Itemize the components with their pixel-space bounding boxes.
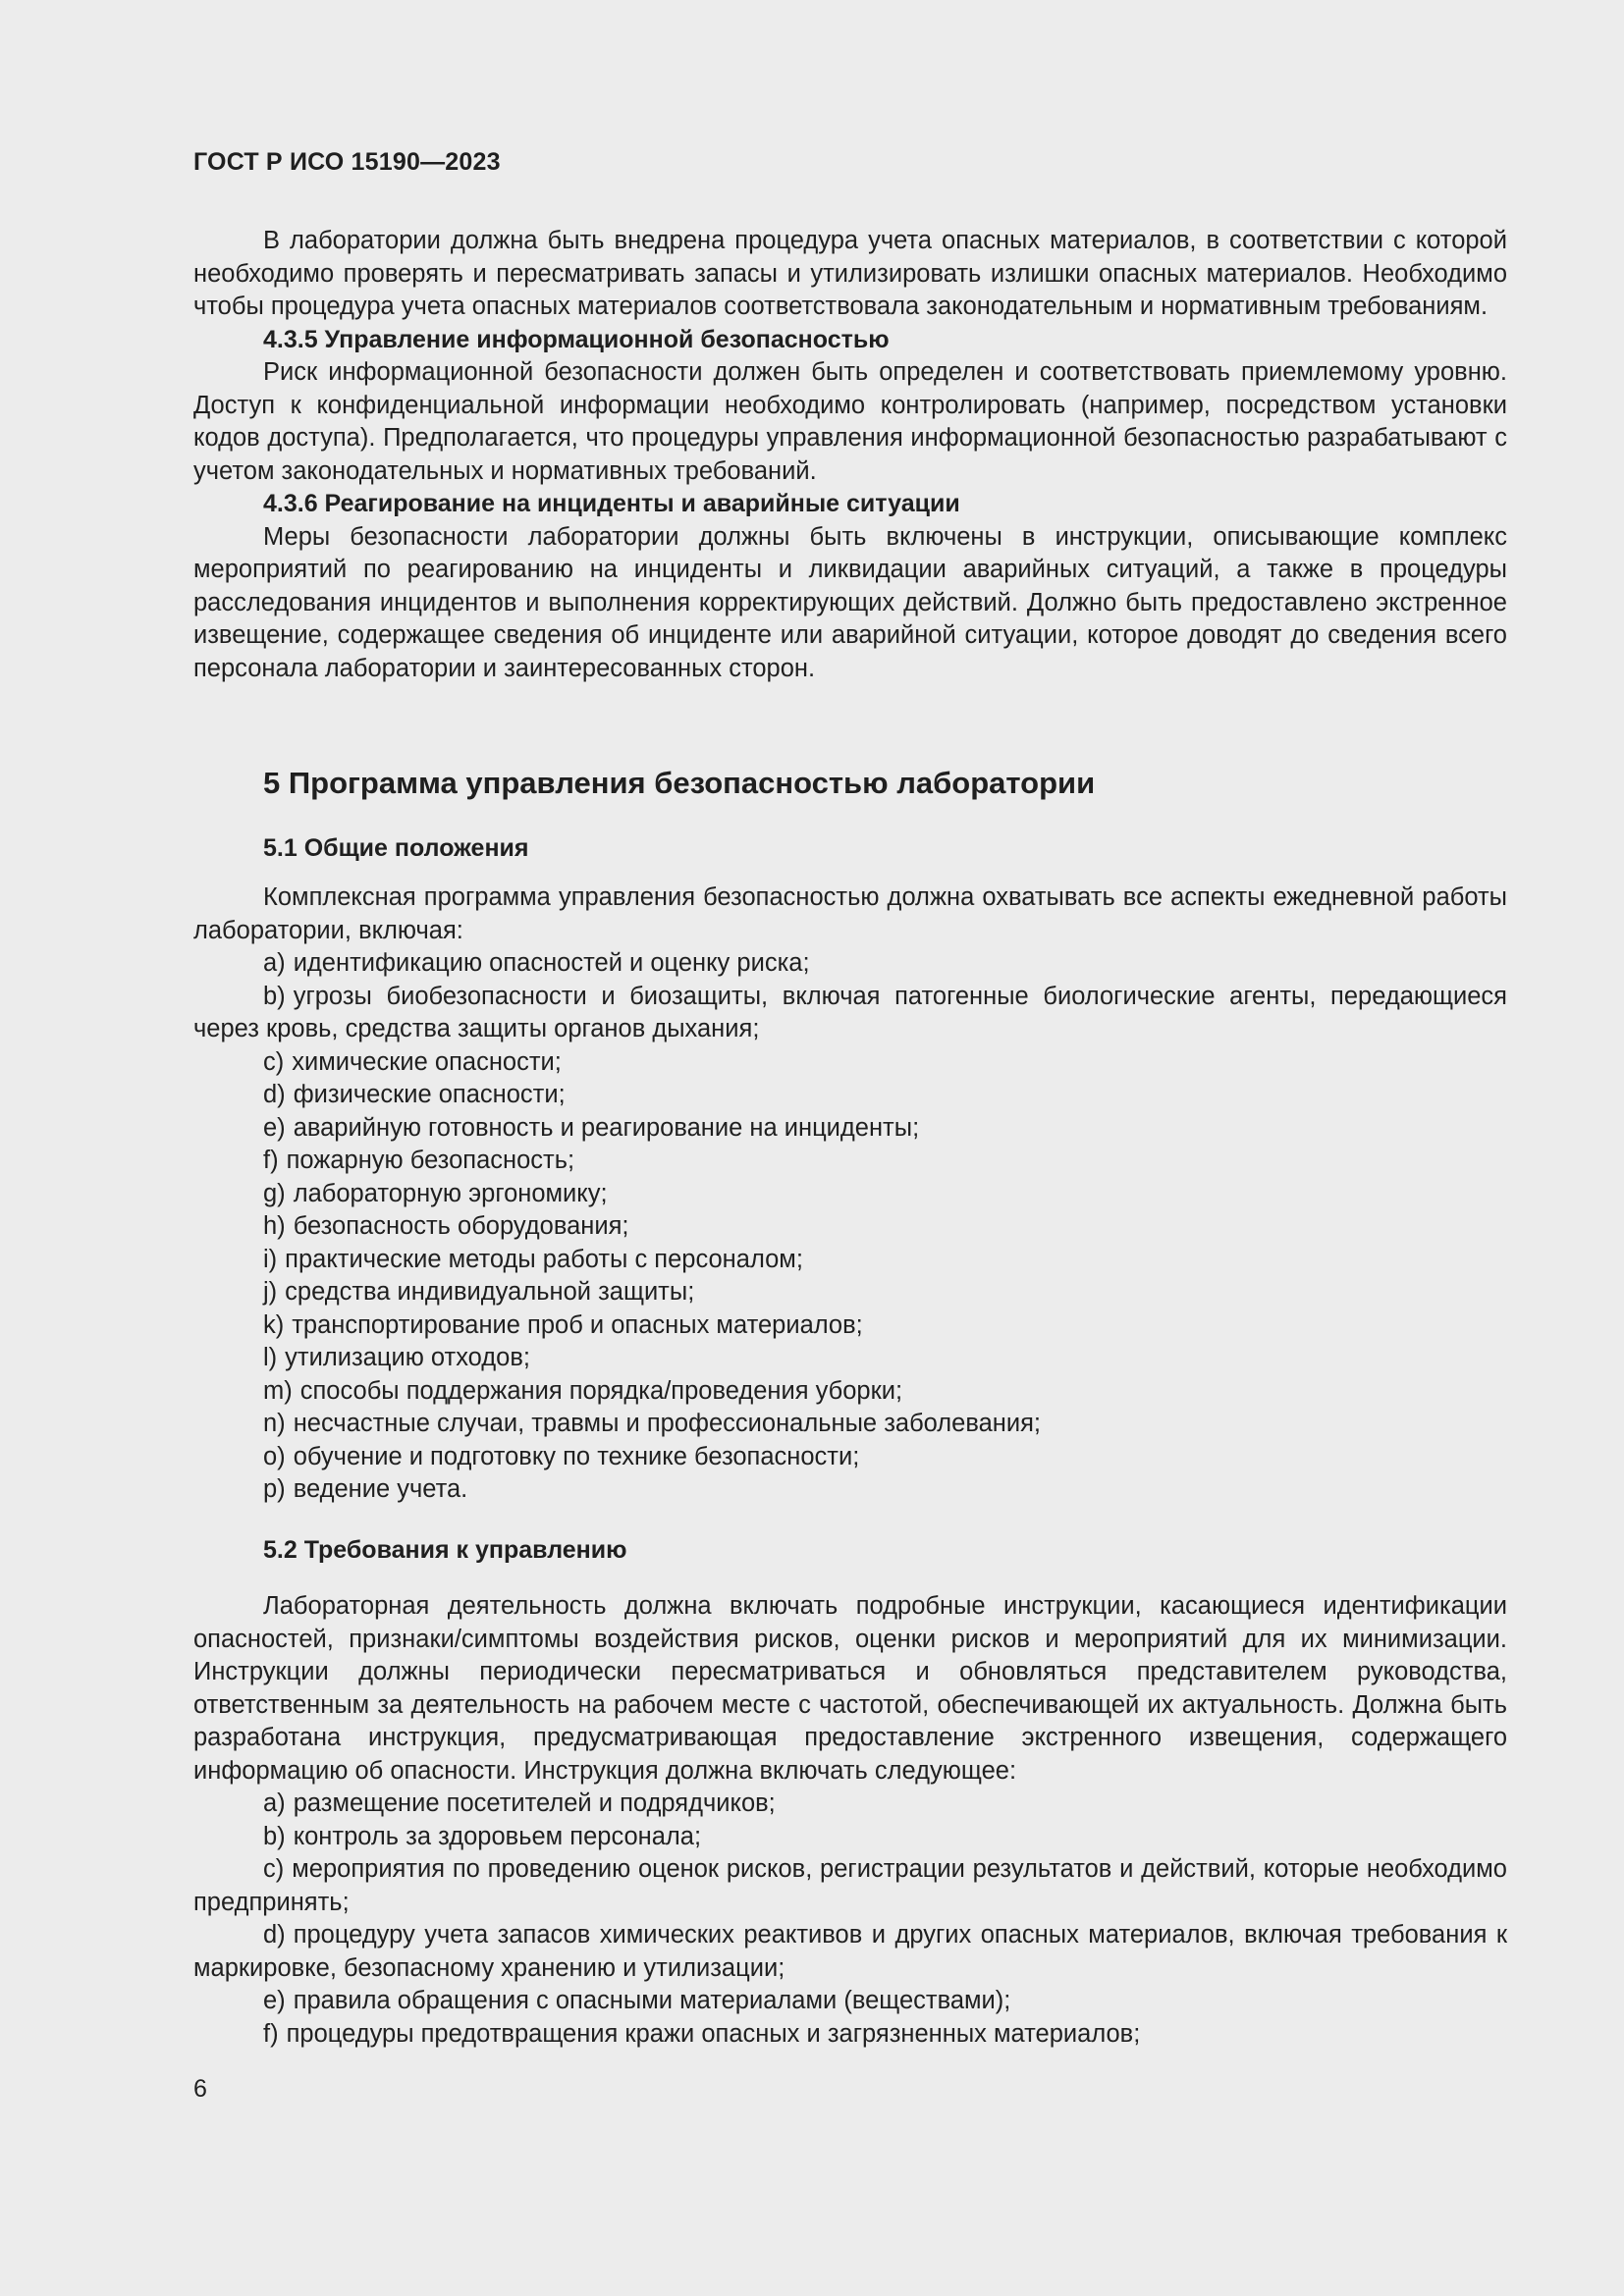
list-item-label: i) — [263, 1245, 278, 1273]
list-item — [193, 1342, 1507, 1375]
list-item — [193, 981, 1507, 1046]
list-item-text: транспортирование проб и опасных материалов; — [292, 1310, 863, 1339]
list-item-label: b) — [263, 982, 286, 1010]
list-item-label: c) — [263, 1047, 285, 1076]
list-item — [193, 1821, 1507, 1854]
list-item-label: f) — [263, 1147, 279, 1174]
list-item-text: утилизацию отходов; — [285, 1344, 530, 1371]
heading-5-1: 5.1 Общие положения — [263, 834, 529, 862]
list-item-label: h) — [263, 1212, 286, 1240]
list-item — [193, 1145, 1507, 1178]
paragraph-5-2-intro: Лабораторная деятельность должна включать подробные инструкции, касающиеся идентификации опасностей, признаки/симптомы воздействия рисков, оценки рисков и мероприятий для их минимизации. Инструкции должны периодически пересматриваться и обновляться представителем руководства, ответственным за деятельность на рабочем месте с частотой, обеспечивающей их актуальность. Должна быть разработана инструкция, предусматривающая предоставление экстренного извещения, содержащего информацию об опасности. Инструкция должна включать следующее: — [193, 1592, 1507, 1785]
list-item-label: d) — [263, 1921, 286, 1949]
list-item-text: ведение учета. — [293, 1475, 468, 1503]
section-5-title: 5 Программа управления безопасностью лаборатории — [263, 766, 1096, 800]
list-item-label: e) — [263, 1987, 286, 2014]
list-item-text: безопасность оборудования; — [293, 1212, 629, 1240]
list-item — [193, 1408, 1507, 1441]
list-item-text: физические опасности; — [293, 1081, 566, 1108]
paragraph-5-1-intro: Комплексная программа управления безопасностью должна охватывать все аспекты ежедневной работы лаборатории, включая: — [193, 883, 1507, 944]
list-item-label: o) — [263, 1442, 286, 1470]
document-header: ГОСТ Р ИСО 15190—2023 — [193, 148, 501, 176]
list-item-text: контроль за здоровьем персонала; — [293, 1822, 702, 1850]
list-item-label: l) — [263, 1344, 278, 1371]
paragraph-info-security: Риск информационной безопасности должен быть определен и соответствовать приемлемому уровню. Доступ к конфиденциальной информации необходимо контролировать (например, посредством установки кодов доступа). Предполагается, что процедуры управления информационной безопасностью разрабатывают с учетом законодательных и нормативных требований. — [193, 358, 1507, 485]
list-item — [193, 1079, 1507, 1112]
list-item — [193, 1210, 1507, 1244]
list-item-text: пожарную безопасность; — [286, 1147, 575, 1174]
list-item — [193, 1473, 1507, 1507]
list-item-label: n) — [263, 1410, 286, 1437]
list-item-text: идентификацию опасностей и оценку риска; — [293, 949, 810, 977]
list-item-text: практические методы работы с персоналом; — [285, 1245, 803, 1273]
list-item-label: c) — [263, 1855, 285, 1883]
list-item-text: мероприятия по проведению оценок рисков, регистрации результатов и действий, которые необходимо предпринять; — [193, 1855, 1507, 1916]
list-item — [193, 1178, 1507, 1211]
list-item — [193, 1985, 1507, 2018]
list-item-text: аварийную готовность и реагирование на инциденты; — [293, 1113, 920, 1142]
list-item-text: средства индивидуальной защиты; — [285, 1278, 695, 1306]
list-item — [193, 1441, 1507, 1474]
list-item-text: способы поддержания порядка/проведения уборки; — [299, 1376, 903, 1405]
list-item-text: угрозы биобезопасности и биозащиты, включая патогенные биологические агенты, передающиеся через кровь, средства защиты органов дыхания; — [193, 982, 1507, 1042]
block-4-3 — [193, 225, 1507, 685]
list-item — [193, 1309, 1507, 1343]
list-item — [193, 1244, 1507, 1277]
list-item-text: обучение и подготовку по технике безопасности; — [293, 1442, 860, 1470]
heading-4-3-6: 4.3.6 Реагирование на инциденты и аварийные ситуации — [263, 490, 960, 517]
list-item — [193, 1375, 1507, 1409]
list-item-text: процедуру учета запасов химических реактивов и других опасных материалов, включая требования к маркировке, безопасному хранению и утилизации; — [193, 1921, 1507, 1982]
heading-4-3-5: 4.3.5 Управление информационной безопасностью — [263, 325, 890, 353]
list-item — [193, 1112, 1507, 1146]
list-item-label: a) — [263, 949, 286, 977]
list-5-1 — [193, 947, 1507, 1507]
list-item — [193, 1276, 1507, 1309]
list-item-label: g) — [263, 1179, 286, 1207]
list-item-text: несчастные случаи, травмы и профессиональные заболевания; — [293, 1410, 1042, 1437]
page-number: 6 — [193, 2075, 207, 2103]
list-item-text: правила обращения с опасными материалами (веществами); — [293, 1987, 1011, 2014]
block-5-1 — [193, 881, 1507, 1507]
list-item-label: d) — [263, 1081, 286, 1108]
list-item-text: лабораторную эргономику; — [293, 1179, 608, 1207]
list-item-label: a) — [263, 1789, 286, 1817]
list-item-text: размещение посетителей и подрядчиков; — [293, 1789, 776, 1817]
list-item-label: k) — [263, 1310, 285, 1339]
document-page — [193, 0, 1507, 2296]
paragraph-hazard-accounting: В лаборатории должна быть внедрена процедура учета опасных материалов, в соответствии с которой необходимо проверять и пересматривать запасы и утилизировать излишки опасных материалов. Необходимо чтобы процедура учета опасных материалов соответствовала законодательным и нормативным требованиям. — [193, 227, 1507, 320]
list-item — [193, 1046, 1507, 1080]
list-item — [193, 1788, 1507, 1821]
list-item — [193, 947, 1507, 981]
list-item-text: химические опасности; — [292, 1047, 562, 1076]
list-item-label: p) — [263, 1475, 286, 1503]
list-item — [193, 1919, 1507, 1985]
paragraph-incident-response: Меры безопасности лаборатории должны быть включены в инструкции, описывающие комплекс мероприятий по реагированию на инциденты и ликвидации аварийных ситуаций, а также в процедуры расследования инцидентов и выполнения корректирующих действий. Должно быть предоставлено экстренное извещение, содержащее сведения об инциденте или аварийной ситуации, которое доводят до сведения всего персонала лаборатории и заинтересованных сторон. — [193, 522, 1507, 682]
list-item-text: процедуры предотвращения кражи опасных и загрязненных материалов; — [286, 2019, 1141, 2048]
list-item — [193, 2018, 1507, 2052]
heading-5-2: 5.2 Требования к управлению — [263, 1536, 627, 1564]
block-5-2 — [193, 1590, 1507, 2051]
list-5-2 — [193, 1788, 1507, 2051]
list-item-label: e) — [263, 1113, 286, 1142]
list-item-label: m) — [263, 1376, 293, 1405]
list-item-label: f) — [263, 2019, 279, 2048]
list-item-label: j) — [263, 1278, 278, 1306]
list-item — [193, 1853, 1507, 1919]
list-item-label: b) — [263, 1822, 286, 1850]
